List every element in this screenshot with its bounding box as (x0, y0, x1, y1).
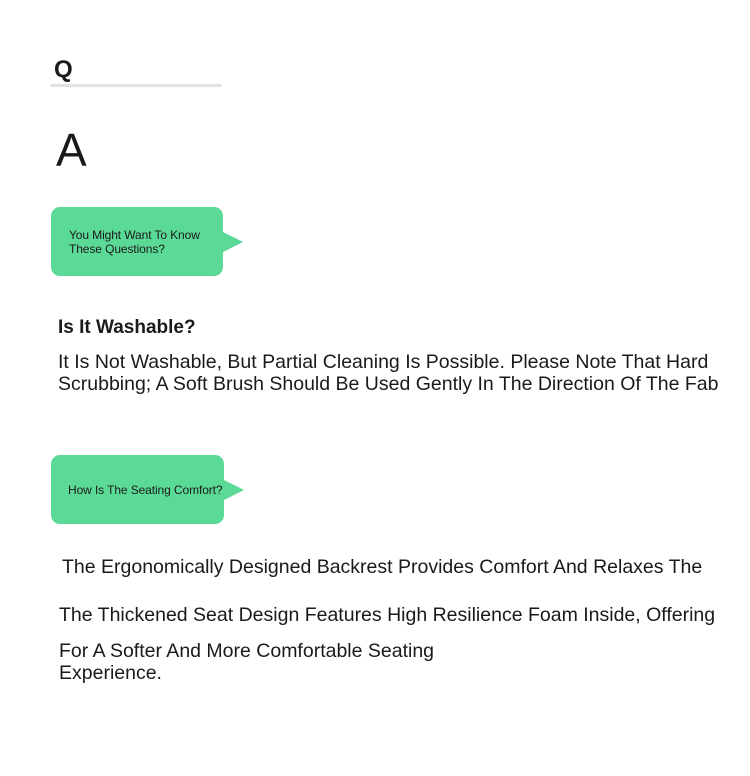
speech-bubble-questions (51, 207, 223, 276)
question-washable: Is It Washable? (58, 317, 196, 338)
q-heading-letter: Q (54, 56, 73, 83)
answer-washable-line-2: Scrubbing; A Soft Brush Should Be Used Gently In The Direction Of The Fab (58, 373, 719, 395)
answer-comfort-line-2: The Thickened Seat Design Features High Resilience Foam Inside, Offering (59, 604, 716, 626)
speech-bubble-seating-comfort (51, 455, 224, 524)
a-heading-letter: A (56, 124, 87, 176)
answer-washable-line-1: It Is Not Washable, But Partial Cleaning Is Possible. Please Note That Hard (58, 351, 709, 373)
answer-comfort-line-3: For A Softer And More Comfortable Seating (59, 640, 435, 662)
answer-comfort-line-1: The Ergonomically Designed Backrest Provides Comfort And Relaxes The (62, 556, 703, 578)
speech-bubble-questions-label: You Might Want To Know These Questions? (69, 227, 200, 256)
answer-comfort-line-4: Experience. (59, 662, 162, 684)
q-underline-divider (50, 84, 222, 87)
speech-bubble-seating-label: How Is The Seating Comfort? (68, 482, 223, 497)
